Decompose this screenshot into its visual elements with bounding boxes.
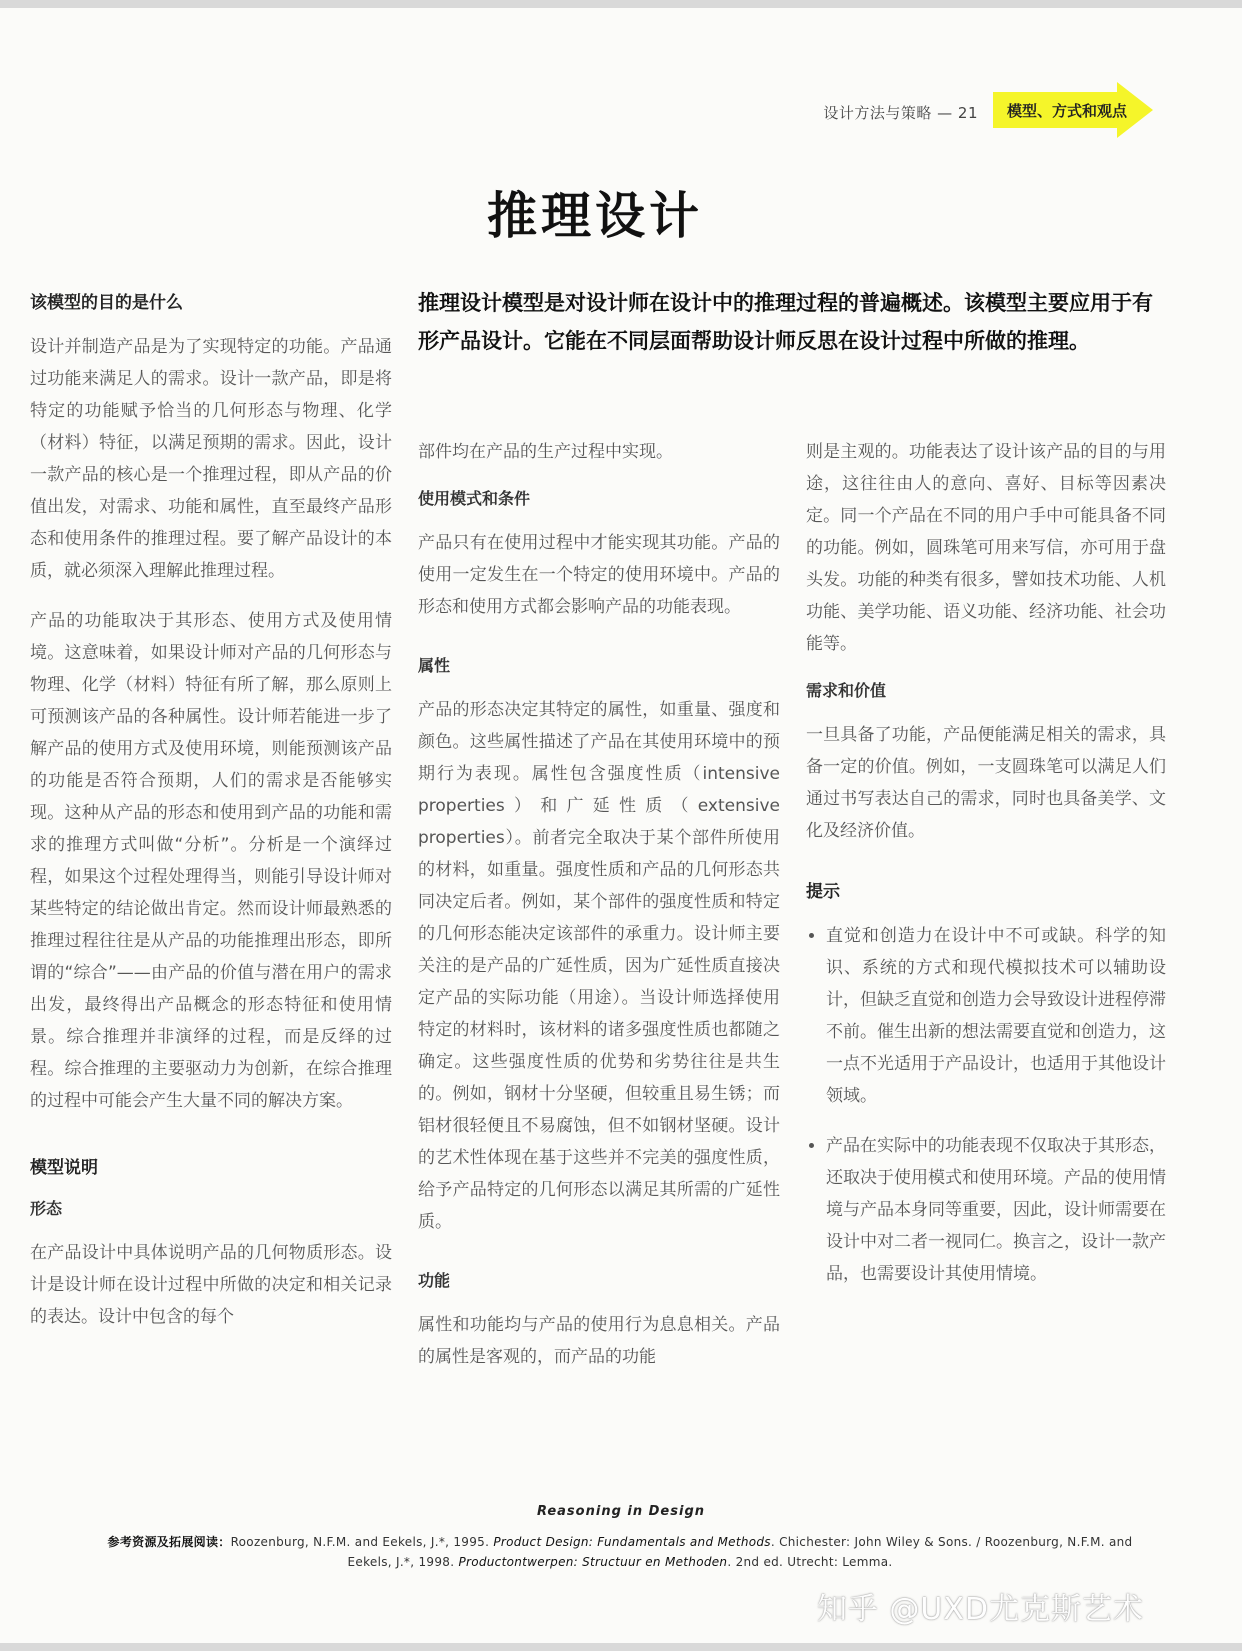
paragraph: 一旦具备了功能，产品便能满足相关的需求，具备一定的价值。例如，一支圆珠笔可以满足人们通过书写表达自己的需求，同时也具备美学、文化及经济价值。 [806, 725, 1166, 841]
paragraph: 产品的功能取决于其形态、使用方式及使用情境。这意味着，如果设计师对产品的几何形态与物理、化学（材料）特征有所了解，那么原则上可预测该产品的各种属性。设计师若能进一步了解产品的使用方式及使用环境，则能预测该产品的功能是否符合预期，人们的需求是否能够实现。这种从产品的形态和使用到产品的功能和需求的推理方式叫做“分析”。分析是一个演绎过程，如果这个过程处理得当，则能引导设计师对某些特定的结论做出肯定。然而设计师最熟悉的推理过程往往是从产品的功能推理出形态，即所谓的“综合”——由产品的价值与潜在用户的需求出发，最终得出产品概念的形态特征和使用情景。综合推理并非演绎的过程，而是反绎的过程。综合推理的主要驱动力为创新，在综合推理的过程中可能会产生大量不同的解决方案。 [30, 611, 392, 1111]
lead-paragraph: 推理设计模型是对设计师在设计中的推理过程的普遍概述。该模型主要应用于有形产品设计。它能在不同层面帮助设计师反思在设计过程中所做的推理。 [418, 291, 1153, 353]
ref-text: Roozenburg, N.F.M. and Eekels, J.*, 1995. [230, 1535, 494, 1549]
paragraph: 属性和功能均与产品的使用行为息息相关。产品的属性是客观的，而产品的功能 [418, 1315, 780, 1367]
subheading-attributes: 属性 [418, 656, 451, 675]
page-title: 推理设计 [487, 187, 703, 245]
ref-text: . Chichester: John Wiley & Sons. / Roozenburg, N.F.M. and Eekels, J.*, 1998. [347, 1535, 1133, 1569]
paragraph: 在产品设计中具体说明产品的几何物质形态。设计是设计师在设计过程中所做的决定和相关记录的表达。设计中包含的每个 [30, 1243, 392, 1327]
heading-purpose: 该模型的目的是什么 [30, 293, 183, 313]
heading-model-description: 模型说明 [30, 1158, 98, 1178]
ref-text: . 2nd ed. Utrecht: Lemma. [727, 1555, 893, 1569]
column-middle [418, 436, 780, 1391]
column-left [30, 288, 392, 1351]
tip-item: • 产品在实际中的功能表现不仅取决于其形态，还取决于使用模式和使用环境。产品的使用情境与产品本身同等重要，因此，设计师需要在设计中对二者一视同仁。换言之，设计一款产品，也需要设计其使用情境。 [826, 1130, 1166, 1290]
ref-label: 参考资源及拓展阅读： [107, 1535, 231, 1549]
paragraph: 部件均在产品的生产过程中实现。 [418, 442, 673, 462]
subheading-usage: 使用模式和条件 [418, 489, 531, 508]
tips-list [806, 920, 1166, 1290]
column-right [806, 436, 1166, 1308]
ref-book-title: Product Design: Fundamentals and Methods [493, 1535, 771, 1549]
ref-book-title: Productontwerpen: Structuur en Methoden [458, 1555, 728, 1569]
paragraph: 设计并制造产品是为了实现特定的功能。产品通过功能来满足人的需求。设计一款产品，即是将特定的功能赋予恰当的几何形态与物理、化学（材料）特征，以满足预期的需求。因此，设计一款产品的核心是一个推理过程，即从产品的价值出发，对需求、功能和属性，直至最终产品形态和使用条件的推理过程。要了解产品设计的本质，就必须深入理解此推理过程。 [30, 337, 392, 581]
footer-references [100, 1532, 1140, 1572]
subheading-needs-values: 需求和价值 [806, 681, 887, 700]
watermark: 知乎 @UXD尤克斯艺术 [816, 1592, 1144, 1627]
page-header [0, 98, 1242, 138]
heading-tips: 提示 [806, 882, 840, 902]
footer-title: Reasoning in Design [536, 1504, 706, 1519]
paragraph: 产品只有在使用过程中才能实现其功能。产品的使用一定发生在一个特定的使用环境中。产品的形态和使用方式都会影响产品的功能表现。 [418, 533, 780, 617]
tip-item: • 直觉和创造力在设计中不可或缺。科学的知识、系统的方式和现代模拟技术可以辅助设计，但缺乏直觉和创造力会导致设计进程停滞不前。催生出新的想法需要直觉和创造力，这一点不光适用于产品设计，也适用于其他设计领域。 [826, 920, 1166, 1112]
paragraph: 则是主观的。功能表达了设计该产品的目的与用途，这往往由人的意向、喜好、目标等因素决定。同一个产品在不同的用户手中可能具备不同的功能。例如，圆珠笔可用来写信，亦可用于盘头发。功能的种类有很多，譬如技术功能、人机功能、美学功能、语义功能、经济功能、社会功能等。 [806, 442, 1166, 654]
subheading-form: 形态 [30, 1199, 63, 1218]
paragraph: 产品的形态决定其特定的属性，如重量、强度和颜色。这些属性描述了产品在其使用环境中的预期行为表现。属性包含强度性质（intensive properties）和广延性质（extensive properties）。前者完全取决于某个部件所使用的材料，如重量。强度性质和产品的几何形态共同决定后者。例如，某个部件的强度性质和特定的几何形态能决定该部件的承重力。设计师主要关注的是产品的广延性质，因为广延性质直接决定产品的实际功能（用途）。当设计师选择使用特定的材料时，该材料的诸多强度性质也都随之确定。这些强度性质的优势和劣势往往是共生的。例如，钢材十分坚硬，但较重且易生锈；而铝材很轻便且不易腐蚀，但不如钢材坚硬。设计的艺术性体现在基于这些并不完美的强度性质，给予产品特定的几何形态以满足其所需的广延性质。 [418, 700, 780, 1232]
category-tag-label: 模型、方式和观点 [1007, 102, 1128, 120]
category-tag [993, 82, 1161, 138]
section-label: 设计方法与策略 — 21 [823, 104, 978, 122]
book-page [0, 8, 1242, 1643]
subheading-function: 功能 [418, 1271, 451, 1290]
